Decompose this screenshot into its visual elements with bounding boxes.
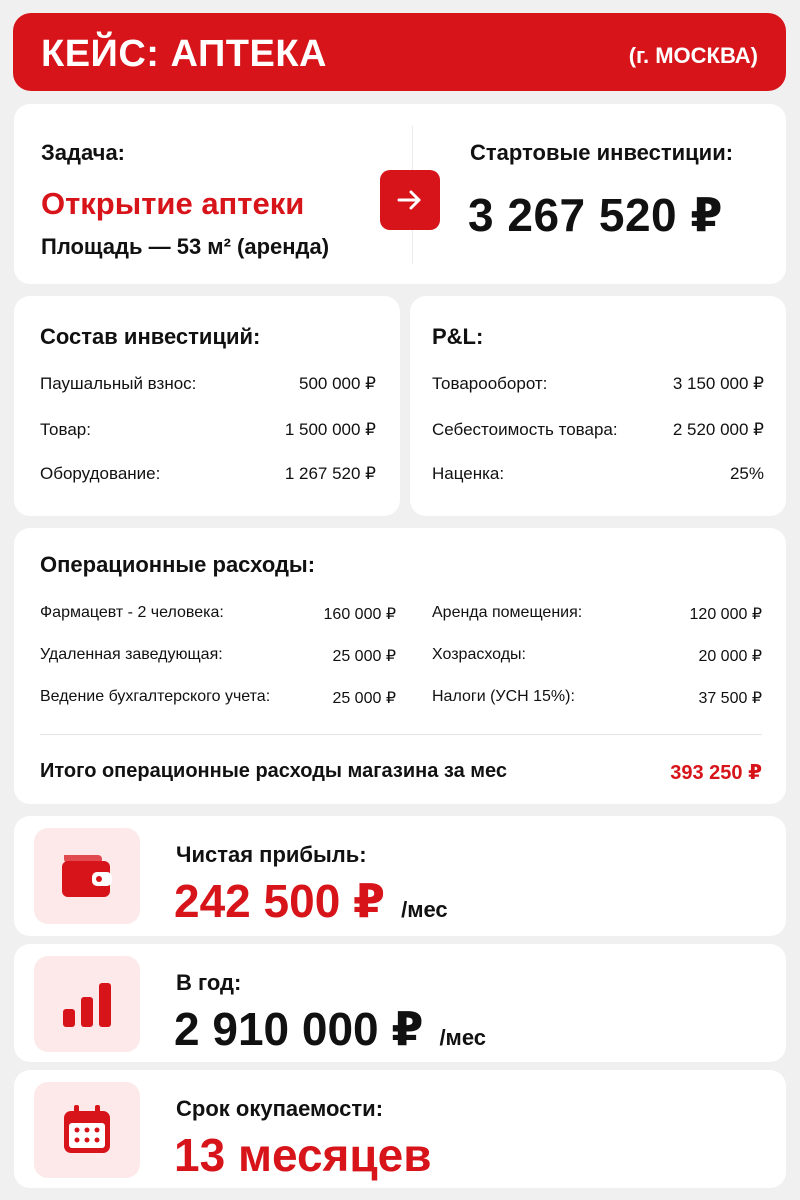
year-value-line	[174, 1002, 486, 1056]
task-area: Площадь — 53 м² (аренда)	[41, 234, 330, 259]
row-label: Фармацевт - 2 человека:	[40, 604, 224, 621]
row-value: 20 000 ₽	[698, 648, 762, 665]
row-label: Хозрасходы:	[432, 646, 526, 663]
composition-title: Состав инвестиций:	[40, 324, 261, 349]
task-label: Задача:	[41, 140, 126, 165]
row-value: 3 150 000 ₽	[672, 374, 764, 393]
arrow-right-icon	[396, 189, 424, 211]
bar-chart-icon	[34, 956, 140, 1052]
profit-value: 242 500 ₽	[174, 875, 386, 927]
profit-value-line	[174, 874, 448, 928]
arrow-right-button[interactable]	[380, 170, 440, 230]
city-label: (г. МОСКВА)	[628, 43, 758, 68]
row-label: Товар:	[40, 420, 91, 439]
row-label: Удаленная заведующая:	[40, 646, 223, 663]
profit-label: Чистая прибыль:	[176, 842, 367, 867]
divider	[40, 734, 762, 735]
row-value: 1 267 520 ₽	[284, 464, 376, 483]
composition-card	[14, 296, 400, 516]
year-card	[14, 944, 786, 1062]
investment-label: Стартовые инвестиции:	[470, 140, 734, 165]
opex-card	[14, 528, 786, 804]
row-value: 1 500 000 ₽	[284, 420, 376, 439]
year-value: 2 910 000 ₽	[174, 1003, 424, 1055]
task-card	[14, 104, 786, 284]
row-value: 25%	[729, 464, 764, 483]
row-value: 2 520 000 ₽	[672, 420, 764, 439]
row-label: Налоги (УСН 15%):	[432, 688, 575, 705]
investment-value: 3 267 520 ₽	[468, 189, 723, 241]
pnl-title: P&L:	[432, 324, 484, 349]
row-label: Оборудование:	[40, 464, 161, 483]
opex-title: Операционные расходы:	[40, 552, 316, 577]
row-label: Ведение бухгалтерского учета:	[40, 688, 271, 705]
payback-label: Срок окупаемости:	[176, 1096, 384, 1121]
row-label: Себестоимость товара:	[432, 420, 618, 439]
row-value: 25 000 ₽	[332, 690, 396, 707]
row-label: Аренда помещения:	[432, 604, 583, 621]
row-label: Наценка:	[432, 464, 505, 483]
payback-value: 13 месяцев	[174, 1129, 432, 1181]
page-title: КЕЙС: АПТЕКА	[41, 33, 327, 75]
opex-total-value: 393 250 ₽	[670, 762, 762, 784]
profit-card	[14, 816, 786, 936]
profit-unit: /мес	[401, 897, 448, 922]
year-unit: /мес	[439, 1025, 487, 1050]
row-value: 37 500 ₽	[698, 690, 762, 707]
row-value: 500 000 ₽	[299, 374, 376, 393]
year-label: В год:	[176, 970, 242, 995]
row-value: 120 000 ₽	[689, 606, 762, 623]
calendar-icon	[34, 1082, 140, 1178]
opex-total-label: Итого операционные расходы магазина за мес	[40, 760, 508, 782]
row-label: Паушальный взнос:	[40, 374, 197, 393]
row-label: Товарооборот:	[432, 374, 548, 393]
header-banner	[13, 13, 786, 91]
task-value: Открытие аптеки	[41, 186, 305, 221]
payback-card	[14, 1070, 786, 1188]
row-value: 25 000 ₽	[332, 648, 396, 665]
wallet-icon	[34, 828, 140, 924]
row-value: 160 000 ₽	[323, 606, 396, 623]
pnl-card	[410, 296, 786, 516]
